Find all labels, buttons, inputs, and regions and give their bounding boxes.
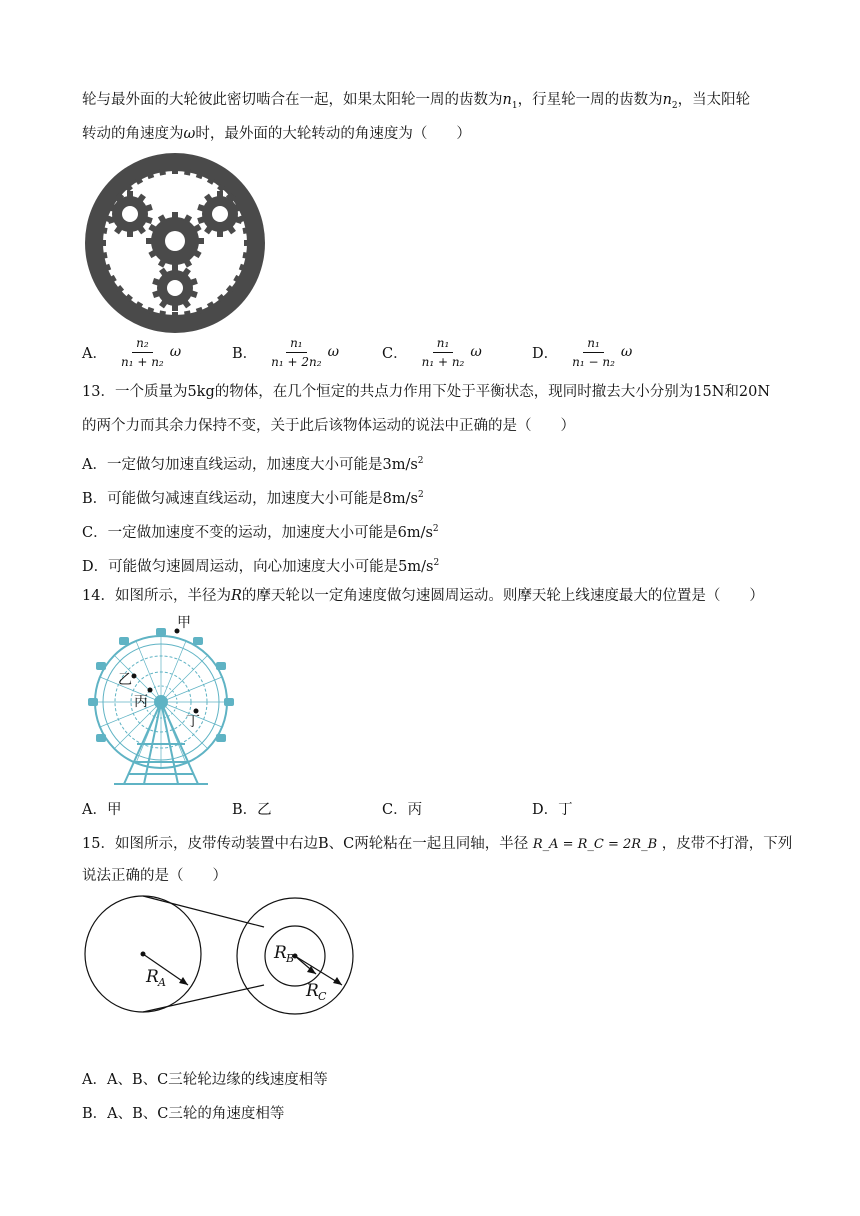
q14-option-d[interactable]: D．丁	[532, 802, 573, 818]
q15-option-b[interactable]: B．A、B、C三轮的角速度相等	[82, 1106, 285, 1122]
label-ra: R	[146, 967, 159, 987]
fraction: $\frac{\text{n₂}}{\text{n₁ + n₂}}$	[120, 335, 164, 369]
fraction: $\frac{\text{n₁}}{\text{n₁ + n₂}}$	[421, 335, 465, 369]
q12-option-c[interactable]: C． $\frac{\text{n₁}}{\text{n₁ + n₂}}$ ω	[382, 335, 482, 369]
planetary-gear-figure	[84, 152, 266, 334]
q12-stem-line1: 轮与最外面的大轮彼此密切啮合在一起，如果太阳轮一周的齿数为$n_1$，行星轮一周的齿数为$n_2$，当太阳轮	[82, 92, 751, 111]
q13-stem-line1: 13．一个质量为5kg的物体，在几个恒定的共点力作用下处于平衡状态，现同时撤去大小分别为15N和20N	[82, 384, 771, 400]
belt-drive-figure	[84, 888, 360, 1024]
label-rb-sub: B	[286, 952, 295, 965]
q14-option-b[interactable]: B．乙	[232, 802, 272, 818]
q12-stem-line2: 转动的角速度为ω时，最外面的大轮转动的角速度为（ ）	[82, 126, 471, 142]
label-ra-sub: A	[158, 976, 166, 989]
q15-stem-line1: 15．如图所示，皮带传动装置中右边B、C两轮粘在一起且同轴，半径 R_A = R_C = 2R_B ，皮带不打滑，下列	[82, 836, 793, 852]
q12-option-b[interactable]: B． $\frac{\text{n₁}}{\text{n₁ + 2n₂}}$ ω	[232, 335, 339, 369]
q14-stem: 14．如图所示，半径为R的摩天轮以一定角速度做匀速圆周运动。则摩天轮上线速度最大的位置是（ ）	[82, 588, 764, 604]
q13-option-c[interactable]: C．一定做加速度不变的运动，加速度大小可能是$6m/s^2$	[82, 524, 439, 541]
label-rc-sub: C	[318, 990, 327, 1003]
q13-option-a[interactable]: A．一定做匀加速直线运动，加速度大小可能是$3m/s^2$	[82, 456, 424, 473]
q15-option-a[interactable]: A．A、B、C三轮轮边缘的线速度相等	[82, 1072, 328, 1088]
label-ding: 丁	[186, 714, 200, 730]
label-rb: R	[274, 943, 287, 963]
q14-option-a[interactable]: A．甲	[82, 802, 122, 818]
q12-option-a[interactable]: A． $\frac{\text{n₂}}{\text{n₁ + n₂}}$ ω	[82, 335, 182, 369]
label-bing: 丙	[134, 694, 148, 710]
q13-option-b[interactable]: B．可能做匀减速直线运动，加速度大小可能是$8m/s^2$	[82, 490, 424, 507]
label-yi: 乙	[118, 672, 132, 688]
q15-stem-line2: 说法正确的是（ ）	[82, 868, 227, 884]
q13-option-d[interactable]: D．可能做匀速圆周运动，向心加速度大小可能是$5m/s^2$	[82, 558, 440, 575]
ferris-wheel-figure	[84, 612, 240, 790]
label-rc: R	[306, 981, 319, 1001]
radius-formula: R_A = R_C = 2R_B	[532, 837, 658, 852]
label-jia: 甲	[177, 615, 191, 631]
fraction: $\frac{\text{n₁}}{\text{n₁ − n₂}}$	[572, 335, 615, 369]
q14-option-c[interactable]: C．丙	[382, 802, 423, 818]
q13-stem-line2: 的两个力而其余力保持不变，关于此后该物体运动的说法中正确的是（ ）	[82, 418, 575, 434]
q12-option-d[interactable]: D． $\frac{\text{n₁}}{\text{n₁ − n₂}}$ ω	[532, 335, 633, 369]
q12-options	[82, 330, 782, 374]
fraction: $\frac{\text{n₁}}{\text{n₁ + 2n₂}}$	[271, 335, 322, 369]
